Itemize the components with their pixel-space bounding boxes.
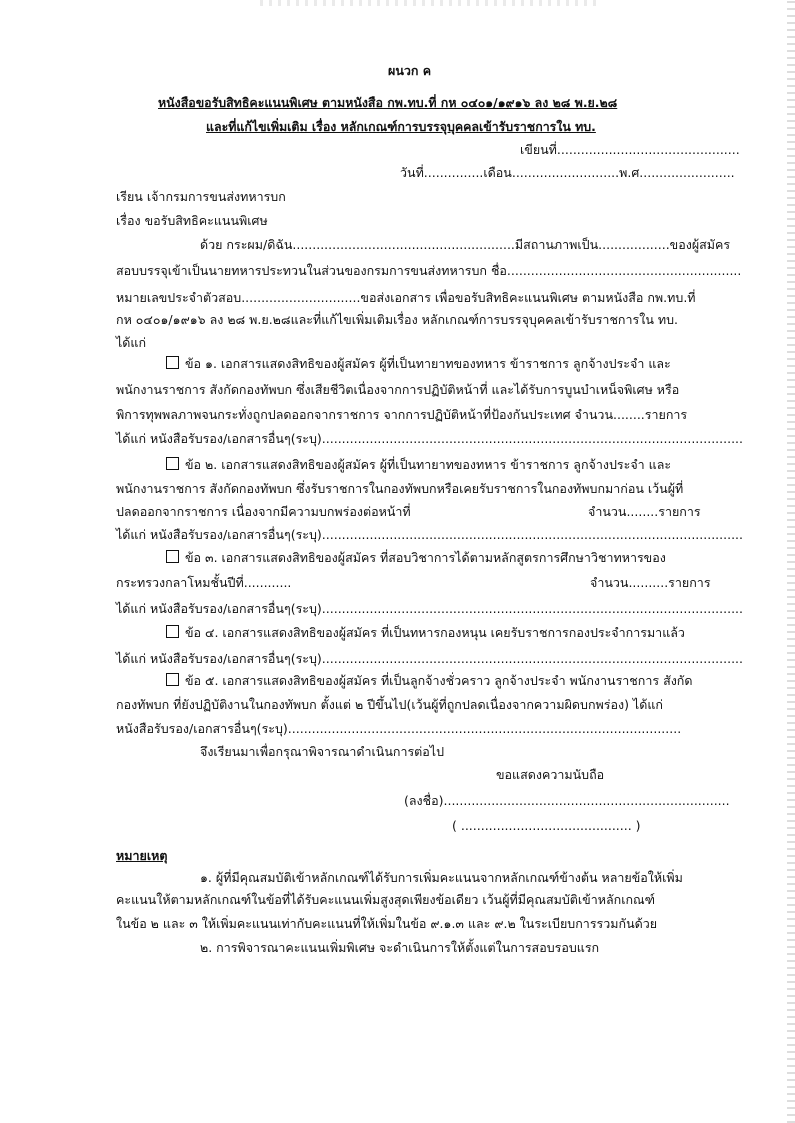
notes-heading: หมายเหตุ — [116, 848, 168, 863]
document-title-line-2: และที่แก้ไขเพิ่มเติม เรื่อง หลักเกณฑ์การบรรจุบุคคลเข้ารับราชการใน ทบ. — [206, 119, 596, 134]
document-title-line-1: หนังสือขอรับสิทธิคะแนนพิเศษ ตามหนังสือ กพ.ทบ.ที่ กห ๐๔๐๑/๑๙๑๖ ลง ๒๘ พ.ย.๒๘ — [158, 95, 618, 110]
signature-line: (ลงชื่อ)........................................................................ — [404, 793, 730, 808]
item-5-line-2: กองทัพบก ที่ยังปฏิบัติงานในกองทัพบก ตั้งแต่ ๒ ปีขึ้นไป(เว้นผู้ที่ถูกปลดเนื่องจากความผิดบกพร่อง) ได้แก่ — [116, 697, 663, 712]
body-line-5: ได้แก่ — [116, 335, 147, 350]
annex-label: ผนวก ค — [388, 63, 432, 78]
item-3-row[interactable] — [166, 549, 666, 567]
item-5-checkbox[interactable] — [166, 673, 179, 686]
closing-regards: ขอแสดงความนับถือ — [496, 767, 605, 782]
signer-name-line: ( ........................................... ) — [452, 818, 641, 833]
item-2-checkbox[interactable] — [166, 457, 179, 470]
item-5-line-3: หนังสือรับรอง/เอกสารอื่นๆ(ระบุ)................................................................................................... — [116, 721, 682, 736]
item-4-checkbox[interactable] — [166, 625, 179, 638]
date-field: วันที่...............เดือน...........................พ.ศ........................ — [400, 165, 735, 180]
written-at-field: เขียนที่.............................................. — [520, 142, 740, 157]
item-3-line-2: กระทรวงกลาโหมชั้นปีที่............ — [116, 575, 292, 590]
item-1-line-4: ได้แก่ หนังสือรับรอง/เอกสารอื่นๆ(ระบุ).......................................................................................................... — [116, 431, 743, 446]
item-4-line-2: ได้แก่ หนังสือรับรอง/เอกสารอื่นๆ(ระบุ).......................................................................................................... — [116, 651, 743, 666]
closing-request: จึงเรียนมาเพื่อกรุณาพิจารณาดำเนินการต่อไป — [200, 744, 445, 759]
subject-line: เรื่อง ขอรับสิทธิคะแนนพิเศษ — [116, 213, 268, 228]
item-2-count: จำนวน........รายการ — [588, 504, 701, 519]
item-3-line-3: ได้แก่ หนังสือรับรอง/เอกสารอื่นๆ(ระบุ).......................................................................................................... — [116, 601, 743, 616]
item-3-count: จำนวน..........รายการ — [590, 575, 711, 590]
item-4-row[interactable] — [166, 624, 685, 642]
scan-noise-top — [260, 0, 600, 6]
item-4-title: ข้อ ๔. เอกสารแสดงสิทธิของผู้สมัคร ที่เป็นทหารกองหนุน เคยรับราชการกองประจำการมาแล้ว — [185, 625, 685, 640]
item-1-line-3: พิการทุพพลภาพจนกระทั่งถูกปลดออกจากราชการ จากการปฏิบัติหน้าที่ป้องกันประเทศ จำนวน........รายการ — [116, 407, 688, 422]
scan-edge-right — [787, 0, 795, 1123]
body-line-4: กห ๐๔๐๑/๑๙๑๖ ลง ๒๘ พ.ย.๒๘และที่แก้ไขเพิ่มเติมเรื่อง หลักเกณฑ์การบรรจุบุคคลเข้ารับราชการใน ทบ. — [116, 312, 679, 327]
item-2-line-4: ได้แก่ หนังสือรับรอง/เอกสารอื่นๆ(ระบุ).......................................................................................................... — [116, 527, 743, 542]
note-1-line-2: คะแนนให้ตามหลักเกณฑ์ในข้อที่ได้รับคะแนนเพิ่มสูงสุดเพียงข้อเดียว เว้นผู้ที่มีคุณสมบัติเข้าหลักเกณฑ์ — [116, 892, 656, 907]
body-line-3: หมายเลขประจำตัวสอบ..............................ขอส่งเอกสาร เพื่อขอรับสิทธิคะแนนพิเศษ ตามหนังสือ กพ.ทบ.ที่ — [116, 290, 696, 305]
item-1-row[interactable] — [166, 355, 671, 373]
item-2-title: ข้อ ๒. เอกสารแสดงสิทธิของผู้สมัคร ผู้ที่เป็นทายาทของทหาร ข้าราชการ ลูกจ้างประจำ และ — [185, 457, 672, 472]
note-1-line-1: ๑. ผู้ที่มีคุณสมบัติเข้าหลักเกณฑ์ได้รับการเพิ่มคะแนนจากหลักเกณฑ์ข้างต้น หลายข้อให้เพิ่ม — [200, 870, 683, 885]
note-2: ๒. การพิจารณาคะแนนเพิ่มพิเศษ จะดำเนินการให้ตั้งแต่ในการสอบรอบแรก — [200, 940, 600, 955]
body-line-2: สอบบรรจุเข้าเป็นนายทหารประทวนในส่วนของกรมการขนส่งทหารบก ชื่อ........................................................... — [116, 263, 742, 278]
item-2-line-3: ปลดออกจากราชการ เนื่องจากมีความบกพร่องต่อหน้าที่ — [116, 504, 411, 519]
item-5-title: ข้อ ๕. เอกสารแสดงสิทธิของผู้สมัคร ที่เป็นลูกจ้างชั่วคราว ลูกจ้างประจำ พนักงานราชการ สังกัด — [185, 673, 693, 688]
body-line-1: ด้วย กระผม/ดิฉัน........................................................มีสถานภาพเป็น..................ของผู้สมัคร — [200, 237, 731, 252]
item-2-row[interactable] — [166, 456, 671, 474]
note-1-line-3: ในข้อ ๒ และ ๓ ให้เพิ่มคะแนนเท่ากับคะแนนที่ให้เพิ่มในข้อ ๙.๑.๓ และ ๙.๒ ในระเบียบการรวมกันด้วย — [116, 916, 658, 931]
item-2-line-2: พนักงานราชการ สังกัดกองทัพบก ซึ่งรับราชการในกองทัพบกหรือเคยรับราชการในกองทัพบกมาก่อน เว้นผู้ที่ — [116, 481, 684, 496]
item-5-row[interactable] — [166, 672, 693, 690]
item-1-line-2: พนักงานราชการ สังกัดกองทัพบก ซึ่งเสียชีวิตเนื่องจากการปฏิบัติหน้าที่ และได้รับการบูนบำเหน็จพิเศษ หรือ — [116, 382, 680, 397]
recipient-line: เรียน เจ้ากรมการขนส่งทหารบก — [116, 189, 286, 204]
item-3-checkbox[interactable] — [166, 550, 179, 563]
item-3-title: ข้อ ๓. เอกสารแสดงสิทธิของผู้สมัคร ที่สอบวิชาการได้ตามหลักสูตรการศึกษาวิชาทหารของ — [185, 550, 666, 565]
item-1-checkbox[interactable] — [166, 356, 179, 369]
item-1-title: ข้อ ๑. เอกสารแสดงสิทธิของผู้สมัคร ผู้ที่เป็นทายาทของทหาร ข้าราชการ ลูกจ้างประจำ และ — [185, 356, 671, 371]
